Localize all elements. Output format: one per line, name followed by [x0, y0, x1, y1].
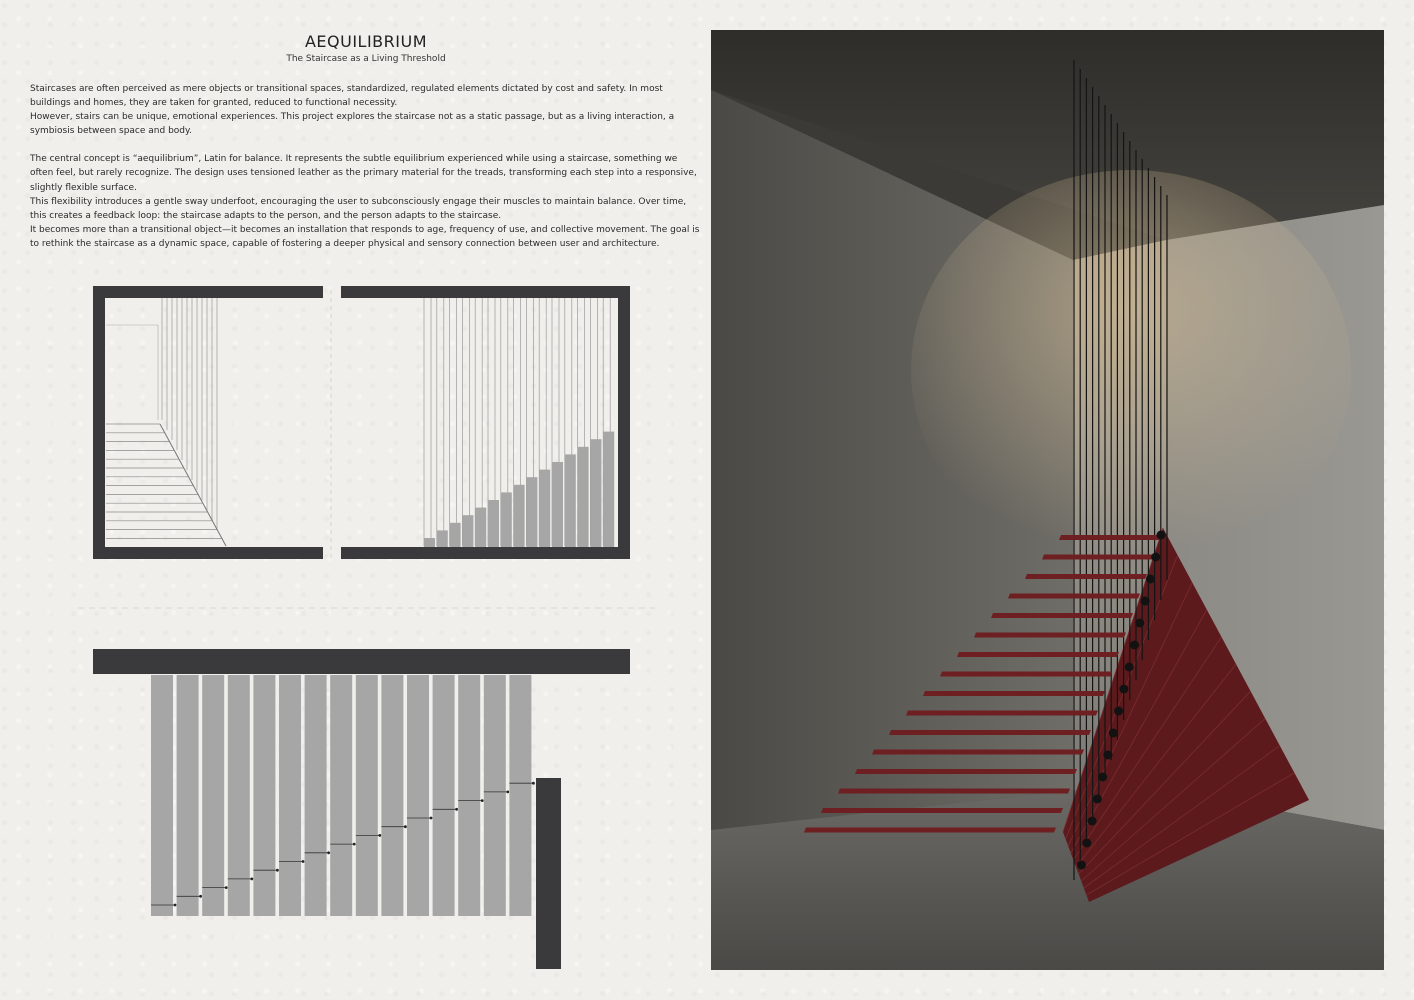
tension-point — [532, 782, 535, 785]
section-drawing-left — [93, 286, 323, 559]
tension-point — [327, 851, 330, 854]
leather-panel — [330, 675, 352, 916]
elevation-drawing — [93, 649, 630, 969]
step-block — [526, 477, 537, 547]
red-tread — [991, 613, 1133, 618]
leather-panel — [381, 675, 403, 916]
counter-weight — [1151, 553, 1160, 562]
tension-point — [378, 834, 381, 837]
tension-point — [225, 886, 228, 889]
leather-panel — [484, 675, 506, 916]
tension-point — [506, 791, 509, 794]
counter-weight — [1141, 597, 1150, 606]
leather-panel — [177, 675, 199, 916]
red-tread — [1042, 555, 1154, 560]
leather-panel — [305, 675, 327, 916]
red-tread — [838, 789, 1070, 794]
step-block — [475, 508, 486, 547]
paragraph-1: Staircases are often perceived as mere objects or transitional spaces, standardized, regulated elements dictated by cost and safety. In most buildings and homes, they are taken for granted, reduced to functional necessity. — [30, 84, 663, 109]
red-tread — [1025, 574, 1147, 579]
red-tread — [1059, 535, 1161, 540]
tension-point — [174, 904, 177, 907]
counter-weight — [1119, 685, 1128, 694]
leather-panel — [151, 675, 173, 916]
red-tread — [957, 652, 1119, 657]
tension-point — [404, 825, 407, 828]
staircase-render — [711, 30, 1384, 970]
page-title: AEQUILIBRIUM — [304, 32, 428, 51]
step-block — [501, 492, 512, 547]
counter-weight — [1125, 663, 1134, 672]
counter-weight — [1077, 861, 1086, 870]
tension-point — [276, 869, 279, 872]
paragraph-4: This flexibility introduces a gentle sway underfoot, encouraging the user to subconsciously engage their muscles to maintain balance. Over time, this creates a feedback loop: the staircase adapts to the person, and the person adapts to the staircase. — [30, 196, 687, 221]
counter-weight — [1130, 641, 1139, 650]
leather-panel — [202, 675, 224, 916]
step-block — [603, 432, 614, 547]
tension-point — [250, 878, 253, 881]
red-tread — [1008, 594, 1140, 599]
page-subtitle: The Staircase as a Living Threshold — [286, 54, 446, 64]
counter-weight — [1109, 729, 1118, 738]
leather-panel — [407, 675, 429, 916]
counter-weight — [1146, 575, 1155, 584]
red-tread — [940, 672, 1112, 677]
step-block — [578, 447, 589, 547]
leather-panel — [228, 675, 250, 916]
tension-point — [481, 799, 484, 802]
step-block — [488, 500, 499, 547]
red-tread — [906, 711, 1098, 716]
red-tread — [923, 691, 1105, 696]
tension-point — [302, 860, 305, 863]
leather-panel — [433, 675, 455, 916]
tension-point — [455, 808, 458, 811]
tension-point — [199, 895, 202, 898]
red-tread — [974, 633, 1126, 638]
step-block — [424, 538, 435, 547]
counter-weight — [1088, 817, 1097, 826]
tension-point — [430, 817, 433, 820]
paragraph-3: The central concept is “aequilibrium”, Latin for balance. It represents the subtle equilibrium experienced while using a staircase, something we often feel, but rarely recognize. The design uses tensioned leather as the primary material for the treads, transforming each step into a responsive, slightly flexible surface. — [30, 154, 697, 193]
counter-weight — [1104, 751, 1113, 760]
step-block — [539, 470, 550, 547]
step-block — [437, 530, 448, 547]
step-block — [514, 485, 525, 547]
paragraph-2: However, stairs can be unique, emotional experiences. This project explores the staircase not as a static passage, but as a living interaction, a symbiosis between space and body. — [30, 112, 675, 137]
render-illustration — [711, 30, 1384, 970]
counter-weight — [1114, 707, 1123, 716]
tension-point — [353, 843, 356, 846]
red-tread — [855, 769, 1077, 774]
step-block — [590, 439, 601, 547]
leather-panel — [458, 675, 480, 916]
counter-weight — [1082, 839, 1091, 848]
leather-panel — [279, 675, 301, 916]
paragraph-5: It becomes more than a transitional object—it becomes an installation that responds to age, frequency of use, and collective movement. The goal is to rethink the staircase as a dynamic space, capable of fostering a deeper physical and sensory connection between user and architecture. — [30, 224, 700, 249]
step-block — [450, 523, 461, 547]
counter-weight — [1093, 795, 1102, 804]
counter-weight — [1098, 773, 1107, 782]
leather-panel — [509, 675, 531, 916]
leather-panel — [253, 675, 275, 916]
leather-panel — [356, 675, 378, 916]
section-drawing-right — [341, 286, 630, 559]
counter-weight — [1135, 619, 1144, 628]
red-tread — [804, 828, 1056, 833]
red-tread — [821, 808, 1063, 813]
step-block — [462, 515, 473, 547]
red-tread — [889, 730, 1091, 735]
counter-weight — [1157, 531, 1166, 540]
step-block — [565, 454, 576, 547]
red-tread — [872, 750, 1084, 755]
step-block — [552, 462, 563, 547]
